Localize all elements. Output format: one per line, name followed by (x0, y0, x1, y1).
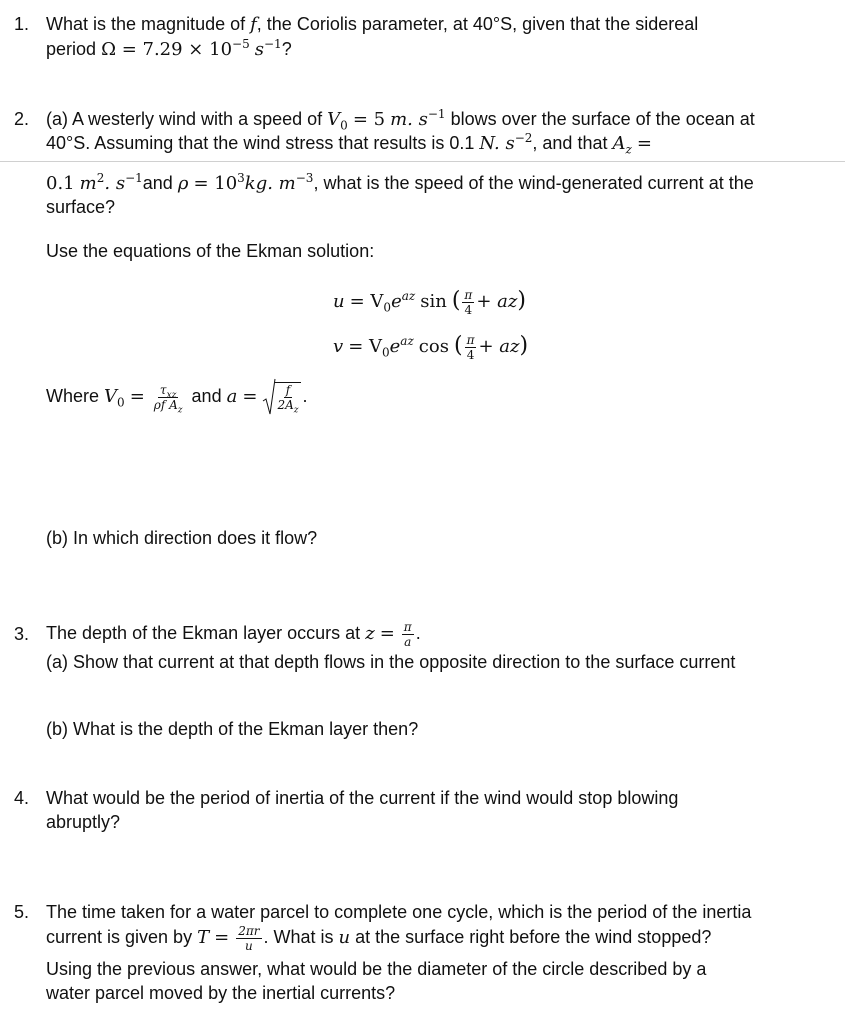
q1-text: What is the magnitude of (46, 14, 246, 34)
q2-az-unit-m-exp: 2 (96, 171, 105, 185)
q1-omega-value: Ω = 7.29 × 10 (101, 39, 233, 60)
q2-and: and (142, 173, 173, 193)
q1-period-label: period (46, 39, 97, 59)
eq-v-pi-over-4 (465, 333, 477, 362)
q5-number: 5. (14, 902, 30, 922)
q2-line3 (46, 172, 754, 195)
eq-u-exp: az (401, 289, 416, 303)
q2-rho-unit: kg. m (244, 173, 296, 194)
eq-v-lhs: v (333, 336, 344, 357)
eq-v-exp: az (400, 334, 414, 348)
sqrt-fraction (275, 382, 300, 416)
q2-rho-unit-exp: −3 (295, 171, 314, 185)
sqrt-expression (262, 377, 302, 417)
eq-v-v0: = V (348, 336, 382, 357)
q3-z: z (365, 623, 375, 644)
q3-a: a (404, 634, 412, 649)
where-v0-sub: 0 (117, 395, 125, 410)
q2-number: 2. (14, 109, 30, 129)
q2-line2 (46, 132, 652, 155)
q5-2pir: 2πr (238, 923, 260, 938)
q2-speed-unit: m. s (390, 109, 428, 130)
q5-line1: The time taken for a water parcel to complete one cycle, which is the period of the inertia (46, 902, 752, 922)
sqrt-2a: 2A (277, 398, 294, 412)
eq-u-plus-az: + az (476, 291, 518, 312)
q3-pi: π (403, 619, 412, 634)
sqrt-f: f (285, 383, 291, 397)
q1-text-b: , the Coriolis parameter, at 40°S, given that the sidereal (256, 14, 699, 34)
q2-az-sub: z (625, 142, 632, 157)
q2-text-c: 40°S. Assuming that the wind stress that results is 0.1 (46, 133, 475, 153)
q3-part-a: (a) Show that current at that depth flows in the opposite direction to the surface current (46, 652, 736, 672)
page-break-divider (0, 161, 845, 162)
q2-stress-exp: −2 (514, 131, 533, 145)
ekman-equation-u: $u = V_0e^{az}$ sin ( $\frac{\pi}{4}$ + az) (333, 287, 526, 317)
tau-sub: xz (166, 389, 177, 400)
q2-line4: surface? (46, 197, 116, 217)
where-label: Where (46, 385, 100, 406)
q2-speed-exp: −1 (427, 107, 446, 121)
rho-f-a-sub: z (177, 404, 183, 415)
q2-equals: = (636, 133, 652, 154)
eq-v-four: 4 (466, 347, 475, 362)
tau: τ (159, 382, 167, 397)
q2-az-unit-m: m (79, 173, 97, 194)
q1-line2 (46, 38, 292, 61)
ekman-equation-v: $v = V_0e^{az}$ cos ( $\frac{\pi}{4}$ + az) (333, 332, 529, 362)
sqrt-sign-icon (262, 377, 276, 417)
q3-text: The depth of the Ekman layer occurs at (46, 623, 361, 643)
q2-line1 (46, 108, 755, 131)
eq-u-sin: sin (420, 291, 447, 312)
q5-fraction (236, 924, 261, 953)
where-v0: V (104, 385, 118, 407)
eq-v-plus-az: + az (478, 336, 520, 357)
eq-u-pi-over-4 (462, 288, 474, 317)
q2-where-line (46, 377, 308, 417)
q3-pi-over-a (402, 620, 414, 649)
q2-az-unit-s-exp: −1 (125, 171, 143, 185)
q3-eq: = (379, 623, 395, 644)
q1-unit-exp: −1 (264, 37, 282, 51)
q2-az: A (612, 133, 626, 154)
eq-v-e: e (389, 336, 401, 357)
eq-u-e: e (391, 291, 402, 312)
q2-v0: V (327, 109, 341, 130)
where-eq-2: = (242, 385, 258, 407)
q2-text-e: , what is the speed of the wind-generated current at the (313, 173, 754, 193)
q1-f-symbol: f (250, 14, 257, 35)
eq-v-v0-sub: 0 (382, 345, 390, 360)
q3-dot: . (415, 623, 421, 643)
q5-line4: water parcel moved by the inertial currents? (46, 983, 396, 1003)
q2-speed: = 5 (352, 109, 386, 130)
sqrt-2a-sub: z (293, 405, 299, 416)
q1-number: 1. (14, 14, 30, 34)
q1-omega-exp: −5 (232, 37, 250, 51)
q5-text-b: . What is (263, 927, 334, 947)
q2-text-a: (a) A westerly wind with a speed of (46, 109, 323, 129)
q2-text-d: , and that (532, 133, 608, 153)
q5-text-a: current is given by (46, 927, 193, 947)
q2-v0-sub: 0 (340, 118, 348, 133)
where-a: a (226, 385, 238, 407)
rho-f-a: ρf A (153, 397, 178, 412)
q2-az-value: 0.1 (46, 173, 75, 194)
q2-rho: ρ (177, 173, 189, 194)
q1-qmark: ? (281, 39, 292, 59)
q2-stress-unit: N. s (479, 133, 515, 154)
q4-line2: abruptly? (46, 812, 121, 832)
q5-line2 (46, 922, 711, 953)
q5-u: u (338, 927, 351, 948)
q5-u-bottom: u (245, 938, 253, 953)
eq-v-cos: cos (418, 336, 449, 357)
eq-u-v0-sub: 0 (383, 300, 392, 315)
q1-line1 (46, 13, 698, 36)
q2-rho-value: = 10 (193, 173, 238, 194)
q3-line1 (46, 618, 421, 649)
q3-part-b: (b) What is the depth of the Ekman layer then? (46, 719, 419, 739)
eq-u-pi: π (464, 287, 473, 302)
q5-eq: = (214, 927, 230, 948)
q2-text-b: blows over the surface of the ocean at (450, 109, 755, 129)
eq-u-v0: = V (349, 291, 384, 312)
q3-number: 3. (14, 624, 30, 644)
q1-unit: s (254, 39, 264, 60)
q5-T: T (197, 927, 210, 948)
q4-number: 4. (14, 788, 30, 808)
where-eq: = (129, 385, 145, 407)
q2-az-unit-s: . s (104, 173, 126, 194)
eq-u-four: 4 (464, 302, 473, 317)
where-period: . (302, 385, 308, 406)
v0-fraction (152, 382, 185, 415)
q2-ekman-intro: Use the equations of the Ekman solution: (46, 241, 375, 261)
q5-text-c: at the surface right before the wind stopped? (355, 927, 712, 947)
where-and: and (191, 385, 222, 406)
q4-line1: What would be the period of inertia of the current if the wind would stop blowing (46, 788, 679, 808)
q5-line3: Using the previous answer, what would be the diameter of the circle described by a (46, 959, 707, 979)
eq-v-pi: π (466, 332, 475, 347)
q2-part-b: (b) In which direction does it flow? (46, 528, 318, 548)
q2-rho-exp: 3 (237, 171, 245, 185)
eq-u-lhs: u (333, 291, 345, 312)
